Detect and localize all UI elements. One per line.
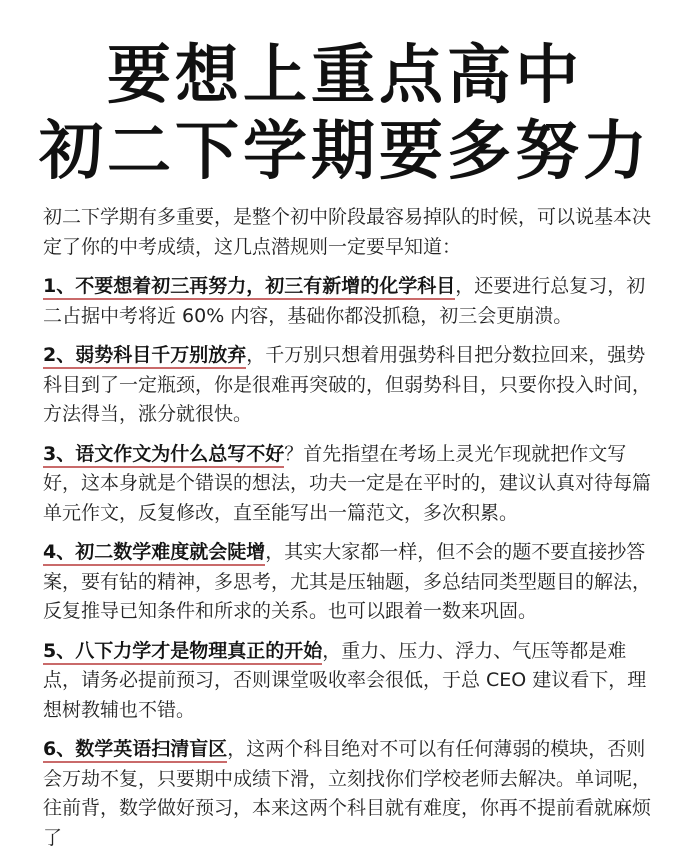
list-item: [43, 272, 663, 331]
item-text: ？首先指望在考场上灵光乍现就把作文写好，这本身就是个错误的想法，功夫一定是在平时的，建议认真对待每篇单元作文，反复修改，直至能写出一篇范文，多次积累。: [43, 442, 652, 524]
item-heading: 6、数学英语扫清盲区: [43, 738, 227, 763]
intro-paragraph: 初二下学期有多重要，是整个初中阶段最容易掉队的时候，可以说基本决定了你的中考成绩，这几点潜规则一定要早知道：: [43, 206, 652, 258]
item-text: ，还要进行总复习，初二占据中考将近 60% 内容，基础你都没抓稳，初三会更崩溃。: [43, 275, 646, 327]
item-heading: 1、不要想着初三再努力，初三有新增的化学科目: [43, 275, 455, 300]
list-item: [43, 341, 663, 430]
item-heading: 5、八下力学才是物理真正的开始: [43, 640, 322, 665]
title-line-2: 初二下学期要多努力: [39, 115, 651, 189]
list-item: [43, 440, 663, 529]
item-heading: 2、弱势科目千万别放弃: [43, 344, 246, 369]
item-text: ，千万别只想着用强势科目把分数拉回来，强势科目到了一定瓶颈，你是很难再突破的，但弱势科目，只要你投入时间，方法得当，涨分就很快。: [43, 344, 652, 425]
item-text: ，这两个科目绝对不可以有任何薄弱的模块，否则会万劫不复，只要期中成绩下滑，立刻找你们学校老师去解决。单词呢，往前背，数学做好预习，本来这两个科目就有难度，你再不提前看就麻烦了: [43, 738, 652, 849]
list-item: [43, 735, 663, 853]
list-item: [43, 637, 663, 726]
list-item: [43, 538, 663, 627]
item-heading: 4、初二数学难度就会陡增: [43, 541, 265, 566]
item-text: ，重力、压力、浮力、气压等都是难点，请务必提前预习，否则课堂吸收率会很低，于总 CEO 建议看下，理想树教辅也不错。: [43, 639, 647, 721]
article-body: [43, 203, 663, 863]
page-title: [0, 38, 690, 190]
item-heading: 3、语文作文为什么总写不好: [43, 443, 284, 468]
title-line-1: 要想上重点高中: [107, 39, 583, 113]
item-text: ，其实大家都一样，但不会的题不要直接抄答案，要有钻的精神，多思考，尤其是压轴题，多总结同类型题目的解法，反复推导已知条件和所求的关系。也可以跟着一数来巩固。: [43, 541, 652, 622]
